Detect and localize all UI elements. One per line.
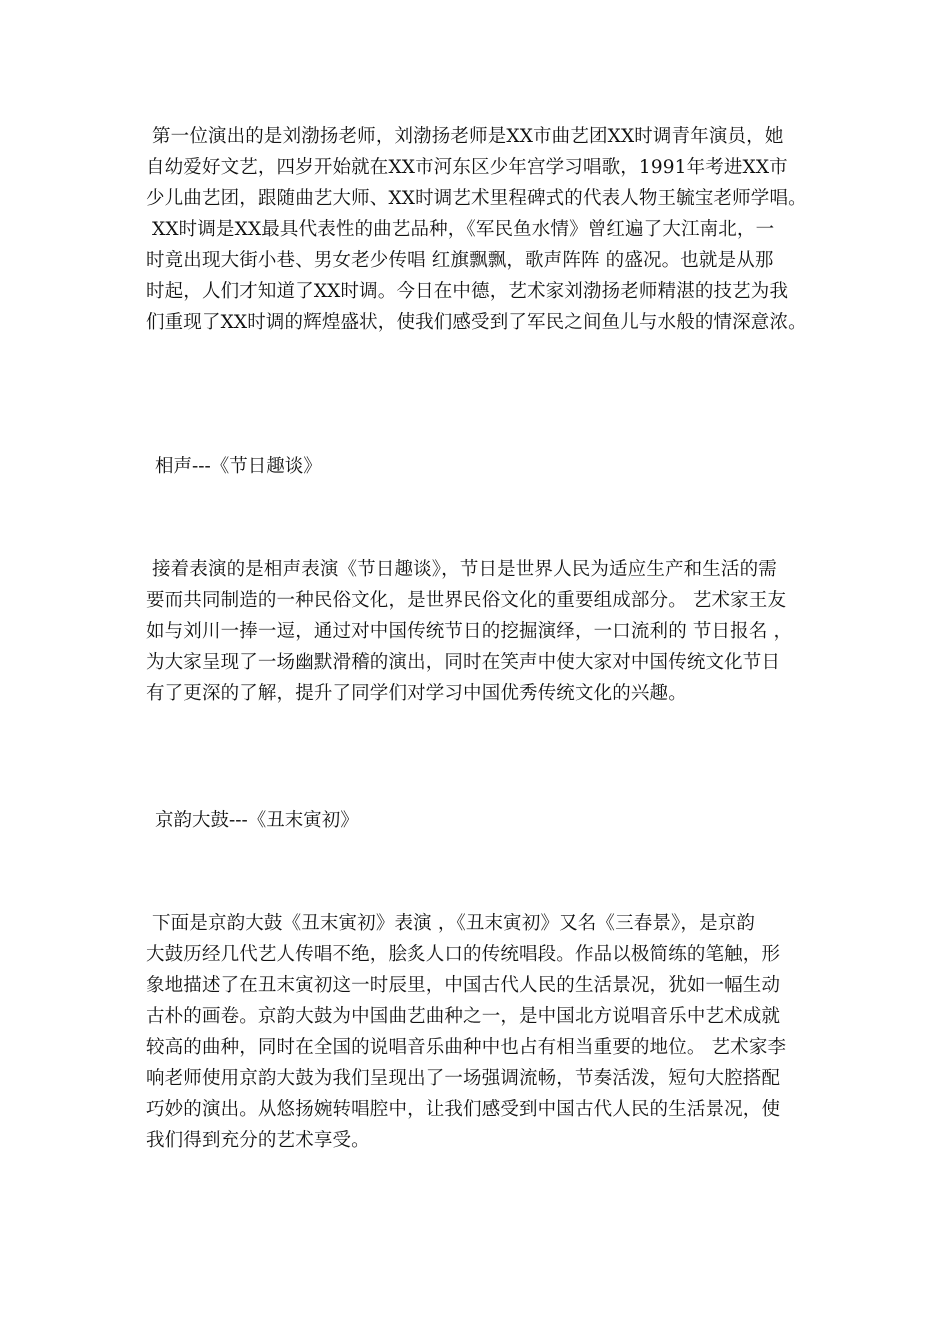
paragraph-jingyun-dagu (146, 908, 836, 1156)
paragraph-line: 如与刘川一捧一逗，通过对中国传统节日的挖掘演绎，一口流利的 节日报名 ， (146, 621, 793, 642)
paragraph-line: 响老师使用京韵大鼓为我们呈现出了一场强调流畅，节奏活泼，短句大腔搭配 (146, 1068, 781, 1089)
paragraph-line: 接着表演的是相声表演《节日趣谈》，节日是世界人民为适应生产和生活的需 (146, 559, 777, 580)
section-heading-crosstalk: 相声---《节日趣谈》 (155, 456, 322, 477)
paragraph-line: 巧妙的演出。从悠扬婉转唱腔中，让我们感受到中国古代人民的生活景况，使 (146, 1099, 781, 1120)
paragraph-line: 第一位演出的是刘渤扬老师，刘渤扬老师是XX市曲艺团XX时调青年演员，她 (146, 126, 784, 147)
paragraph-line: 为大家呈现了一场幽默滑稽的演出，同时在笑声中使大家对中国传统文化节日 (146, 652, 781, 673)
paragraph-line: 下面是京韵大鼓《丑末寅初》表演 ，《丑末寅初》又名《三春景》，是京韵 (146, 913, 756, 934)
paragraph-line: 少儿曲艺团，跟随曲艺大师、XX时调艺术里程碑式的代表人物王毓宝老师学唱。 (146, 188, 807, 209)
paragraph-line: 较高的曲种，同时在全国的说唱音乐曲种中也占有相当重要的地位。 艺术家李 (146, 1037, 787, 1058)
paragraph-line: 们重现了XX时调的辉煌盛状，使我们感受到了军民之间鱼儿与水般的情深意浓。 (146, 312, 807, 333)
paragraph-line: 时起，人们才知道了XX时调。今日在中德，艺术家刘渤扬老师精湛的技艺为我 (146, 281, 789, 302)
paragraph-line: 大鼓历经几代艺人传唱不绝，脍炙人口的传统唱段。作品以极简练的笔触，形 (146, 944, 781, 965)
paragraph-line: 古朴的画卷。京韵大鼓为中国曲艺曲种之一，是中国北方说唱音乐中艺术成就 (146, 1006, 781, 1027)
paragraph-liu-boyang (146, 121, 836, 338)
paragraph-line: 要而共同制造的一种民俗文化，是世界民俗文化的重要组成部分。 艺术家王友 (146, 590, 787, 611)
paragraph-crosstalk (146, 554, 836, 709)
paragraph-line: XX时调是XX最具代表性的曲艺品种，《军民鱼水情》曾红遍了大江南北，一 (146, 219, 775, 240)
section-heading-jingyun-dagu: 京韵大鼓---《丑末寅初》 (155, 810, 359, 831)
paragraph-line: 象地描述了在丑末寅初这一时辰里，中国古代人民的生活景况，犹如一幅生动 (146, 975, 781, 996)
paragraph-line: 有了更深的了解，提升了同学们对学习中国优秀传统文化的兴趣。 (146, 683, 687, 704)
paragraph-line: 我们得到充分的艺术享受。 (146, 1130, 370, 1151)
paragraph-line: 自幼爱好文艺，四岁开始就在XX市河东区少年宫学习唱歌，1991年考进XX市 (146, 157, 788, 178)
paragraph-line: 时竟出现大街小巷、男女老少传唱 红旗飘飘，歌声阵阵 的盛况。也就是从那 (146, 250, 774, 271)
